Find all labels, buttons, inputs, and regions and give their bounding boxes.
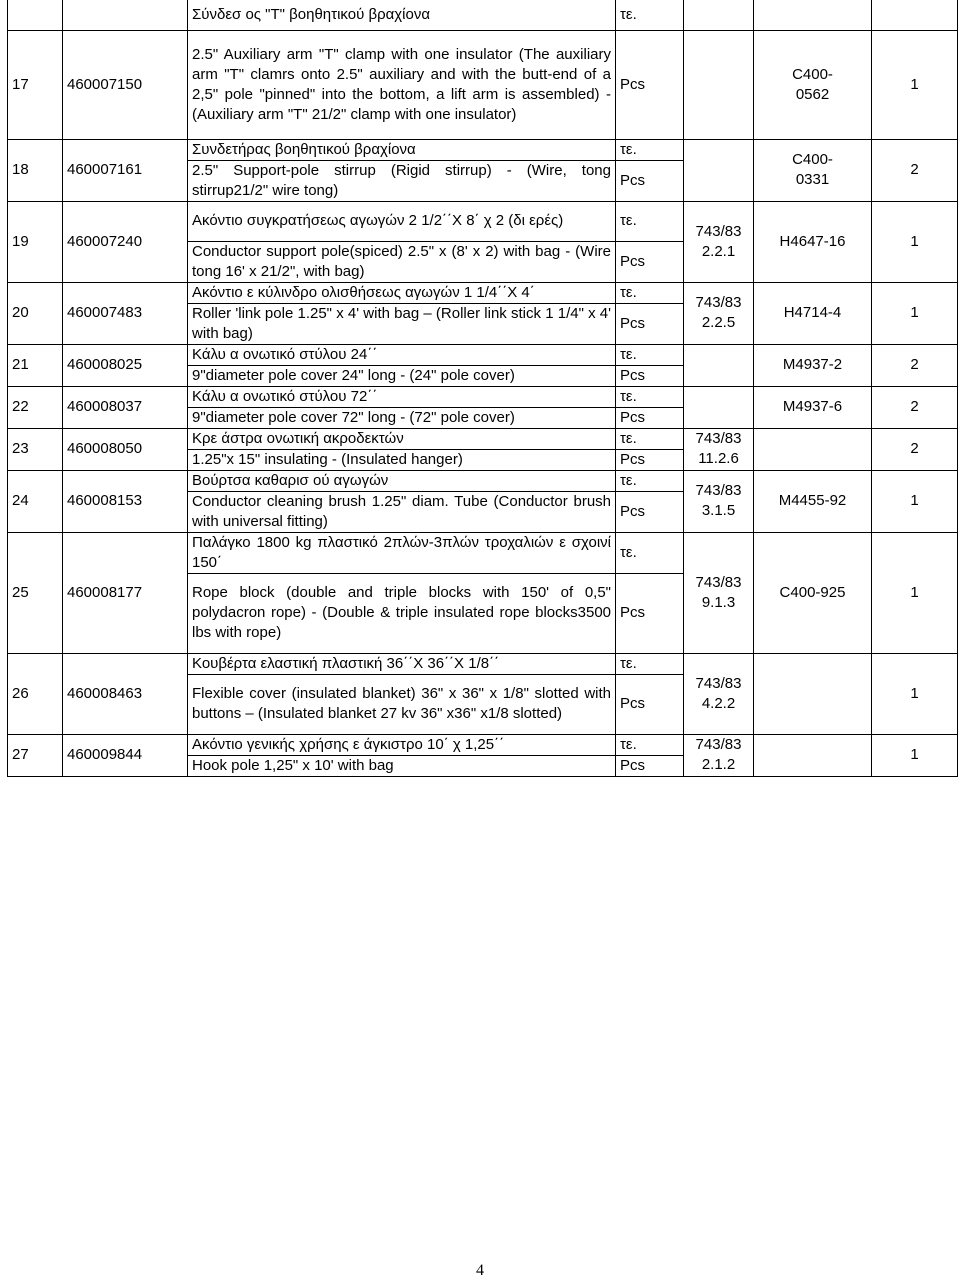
unit-greek: τε. bbox=[616, 344, 684, 365]
description-english: Conductor cleaning brush 1.25" diam. Tube (Conductor brush with universal fitting) bbox=[188, 491, 616, 532]
table-row bbox=[8, 470, 958, 491]
description-english: Flexible cover (insulated blanket) 36" x 36" x 1/8" slotted with buttons – (Insulated blanket 27 kv 36" x36" x1/8 slotted) bbox=[188, 674, 616, 734]
unit-english: Pcs bbox=[616, 241, 684, 282]
table-row bbox=[8, 0, 958, 30]
description-english: Roller 'link pole 1.25" x 4' with bag – (Roller link stick 1 1/4" x 4' with bag) bbox=[188, 303, 616, 344]
description-english: Hook pole 1,25" x 10' with bag bbox=[188, 755, 616, 776]
unit-greek: τε. bbox=[616, 0, 684, 30]
spec-reference: 743/83 2.2.1 bbox=[684, 201, 754, 282]
item-code: 460008050 bbox=[63, 428, 188, 470]
unit-english: Pcs bbox=[616, 160, 684, 201]
quantity: 1 bbox=[872, 201, 958, 282]
description-english: 2.5" Support-pole stirrup (Rigid stirrup) - (Wire, tong stirrup21/2" wire tong) bbox=[188, 160, 616, 201]
table-row bbox=[8, 428, 958, 449]
part-number-cell bbox=[754, 0, 872, 30]
table-row bbox=[8, 139, 958, 160]
quantity: 1 bbox=[872, 470, 958, 532]
item-code: 460007150 bbox=[63, 30, 188, 139]
description-greek: Κρε άστρα ονωτική ακροδεκτών bbox=[188, 428, 616, 449]
spec-reference: 743/83 4.2.2 bbox=[684, 653, 754, 734]
description-greek: Κάλυ α ονωτικό στύλου 72΄΄ bbox=[188, 386, 616, 407]
unit-greek: τε. bbox=[616, 139, 684, 160]
part-number bbox=[754, 734, 872, 776]
quantity: 2 bbox=[872, 386, 958, 428]
quantity: 1 bbox=[872, 653, 958, 734]
part-number: M4937-2 bbox=[754, 344, 872, 386]
unit-english: Pcs bbox=[616, 755, 684, 776]
spec-reference: 743/83 9.1.3 bbox=[684, 532, 754, 653]
item-number: 22 bbox=[8, 386, 63, 428]
quantity: 1 bbox=[872, 532, 958, 653]
unit-greek: τε. bbox=[616, 386, 684, 407]
part-number: M4937-6 bbox=[754, 386, 872, 428]
item-number: 24 bbox=[8, 470, 63, 532]
table-row bbox=[8, 201, 958, 241]
quantity: 1 bbox=[872, 734, 958, 776]
quantity: 1 bbox=[872, 30, 958, 139]
table-row bbox=[8, 532, 958, 573]
spec-reference: 743/83 2.1.2 bbox=[684, 734, 754, 776]
part-number: C400- 0562 bbox=[754, 30, 872, 139]
unit-greek: τε. bbox=[616, 532, 684, 573]
item-number: 17 bbox=[8, 30, 63, 139]
unit-english: Pcs bbox=[616, 674, 684, 734]
part-number: C400- 0331 bbox=[754, 139, 872, 201]
item-number: 21 bbox=[8, 344, 63, 386]
unit-greek: τε. bbox=[616, 428, 684, 449]
part-number: C400-925 bbox=[754, 532, 872, 653]
item-number-cell bbox=[8, 0, 63, 30]
item-code: 460009844 bbox=[63, 734, 188, 776]
quantity-cell bbox=[872, 0, 958, 30]
item-code: 460007483 bbox=[63, 282, 188, 344]
table-row bbox=[8, 282, 958, 303]
unit-english: Pcs bbox=[616, 573, 684, 653]
item-code: 460008037 bbox=[63, 386, 188, 428]
spec-reference: 743/83 3.1.5 bbox=[684, 470, 754, 532]
unit-english: Pcs bbox=[616, 491, 684, 532]
quantity: 2 bbox=[872, 344, 958, 386]
description-greek: Παλάγκο 1800 kg πλαστικό 2πλών-3πλών τροχαλιών ε σχοινί 150΄ bbox=[188, 532, 616, 573]
table-row bbox=[8, 30, 958, 139]
unit-english: Pcs bbox=[616, 365, 684, 386]
description-greek: Ακόντιο γενικής χρήσης ε άγκιστρο 10΄ χ 1,25΄΄ bbox=[188, 734, 616, 755]
item-code: 460007240 bbox=[63, 201, 188, 282]
unit-english: Pcs bbox=[616, 407, 684, 428]
description-greek: Συνδετήρας βοηθητικού βραχίονα bbox=[188, 139, 616, 160]
spec-cell bbox=[684, 0, 754, 30]
item-number: 25 bbox=[8, 532, 63, 653]
item-code: 460008025 bbox=[63, 344, 188, 386]
part-number: M4455-92 bbox=[754, 470, 872, 532]
spec-reference: 743/83 11.2.6 bbox=[684, 428, 754, 470]
table-row bbox=[8, 653, 958, 674]
item-number: 23 bbox=[8, 428, 63, 470]
unit-english: Pcs bbox=[616, 449, 684, 470]
unit-english: Pcs bbox=[616, 30, 684, 139]
unit-greek: τε. bbox=[616, 734, 684, 755]
item-code: 460008177 bbox=[63, 532, 188, 653]
description-greek: Σύνδεσ ος "Τ" βοηθητικού βραχίονα bbox=[188, 0, 616, 30]
item-code-cell bbox=[63, 0, 188, 30]
description-english: Conductor support pole(spiced) 2.5" x (8' x 2) with bag - (Wire tong 16' x 21/2", with bag) bbox=[188, 241, 616, 282]
unit-english: Pcs bbox=[616, 303, 684, 344]
item-number: 20 bbox=[8, 282, 63, 344]
quantity: 2 bbox=[872, 139, 958, 201]
quantity: 1 bbox=[872, 282, 958, 344]
item-number: 18 bbox=[8, 139, 63, 201]
unit-greek: τε. bbox=[616, 282, 684, 303]
part-number bbox=[754, 428, 872, 470]
quantity: 2 bbox=[872, 428, 958, 470]
part-number bbox=[754, 653, 872, 734]
unit-greek: τε. bbox=[616, 653, 684, 674]
description-english: 1.25"x 15" insulating - (Insulated hanger) bbox=[188, 449, 616, 470]
description-greek: Βούρτσα καθαρισ ού αγωγών bbox=[188, 470, 616, 491]
spec-reference bbox=[684, 139, 754, 201]
description-english: 9"diameter pole cover 72" long - (72" pole cover) bbox=[188, 407, 616, 428]
description-greek: Κάλυ α ονωτικό στύλου 24΄΄ bbox=[188, 344, 616, 365]
spec-reference bbox=[684, 30, 754, 139]
item-code: 460007161 bbox=[63, 139, 188, 201]
description-english: 2.5" Auxiliary arm "T" clamp with one insulator (The auxiliary arm "T" clamrs onto 2.5" auxiliary and with the butt-end of a 2,5" pole "pinned" into the bottom, a lift arm is assembled) - (Auxiliary arm "T" 21/2" clamp with one insulator) bbox=[188, 30, 616, 139]
part-number: H4647-16 bbox=[754, 201, 872, 282]
item-number: 19 bbox=[8, 201, 63, 282]
spec-reference: 743/83 2.2.5 bbox=[684, 282, 754, 344]
unit-greek: τε. bbox=[616, 201, 684, 241]
spec-reference bbox=[684, 386, 754, 428]
description-greek: Ακόντιο ε κύλινδρο ολισθήσεως αγωγών 1 1/4΄΄Χ 4΄ bbox=[188, 282, 616, 303]
item-code: 460008463 bbox=[63, 653, 188, 734]
description-english: Rope block (double and triple blocks with 150' of 0,5" polydacron rope) - (Double & triple insulated rope blocks3500 lbs with rope) bbox=[188, 573, 616, 653]
table-row bbox=[8, 344, 958, 365]
page-number: 4 bbox=[476, 1262, 484, 1279]
items-table bbox=[7, 0, 958, 777]
description-english: 9"diameter pole cover 24" long - (24" pole cover) bbox=[188, 365, 616, 386]
table-row bbox=[8, 386, 958, 407]
item-number: 27 bbox=[8, 734, 63, 776]
unit-greek: τε. bbox=[616, 470, 684, 491]
item-code: 460008153 bbox=[63, 470, 188, 532]
table-row bbox=[8, 734, 958, 755]
description-greek: Κουβέρτα ελαστική πλαστική 36΄΄Χ 36΄΄Χ 1/8΄΄ bbox=[188, 653, 616, 674]
description-greek: Ακόντιο συγκρατήσεως αγωγών 2 1/2΄΄Χ 8΄ χ 2 (δι ερές) bbox=[188, 201, 616, 241]
item-number: 26 bbox=[8, 653, 63, 734]
spec-reference bbox=[684, 344, 754, 386]
part-number: H4714-4 bbox=[754, 282, 872, 344]
